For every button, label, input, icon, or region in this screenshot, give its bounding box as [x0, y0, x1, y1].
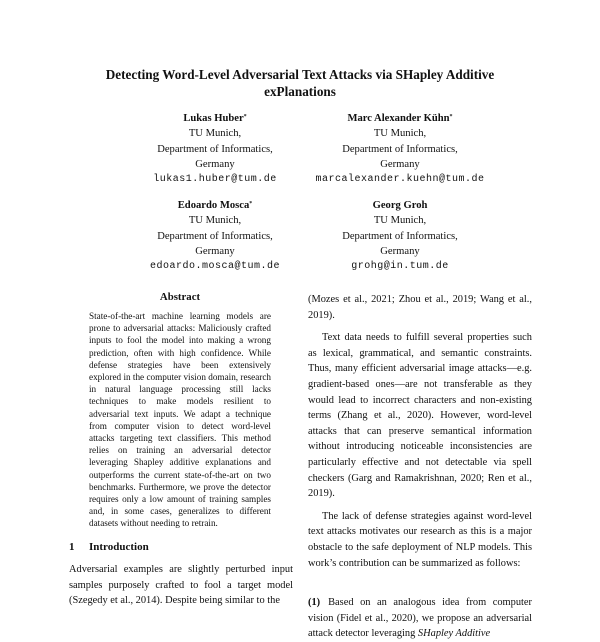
section-number: 1: [69, 541, 75, 553]
equal-contribution-mark: *: [449, 114, 453, 120]
title-line-1: Detecting Word-Level Adversarial Text Attacks via SHapley Additive: [105, 67, 495, 82]
author-department: Department of Informatics,: [157, 230, 273, 242]
author-affiliation: TU Munich,: [373, 128, 427, 140]
author-email[interactable]: edoardo.mosca@tum.de: [149, 261, 281, 273]
section-heading: [69, 541, 149, 553]
author-email[interactable]: lukas1.huber@tum.de: [153, 174, 277, 186]
author-affiliation: TU Munich,: [188, 128, 242, 140]
author-affiliation: TU Munich,: [373, 215, 427, 227]
author-name: Marc Alexander Kühn*: [347, 113, 453, 124]
contribution-label: (1): [308, 597, 321, 609]
author-name: Lukas Huber*: [183, 113, 247, 124]
right-column: [308, 292, 532, 642]
author-block: [300, 198, 500, 274]
paragraph: The lack of defense strategies against word-level text attacks motivates our research as this is a major obstacle to the safe deployment of NLP models. This work’s contribution can be summarized as follows:: [308, 510, 532, 569]
section-title: Introduction: [89, 541, 149, 553]
author-country: Germany: [380, 245, 420, 257]
author-name: Georg Groh: [372, 200, 428, 211]
contribution-item: [308, 595, 532, 642]
author-country: Germany: [195, 245, 235, 257]
abstract-heading: Abstract: [159, 291, 201, 303]
paragraph-continuation: (Mozes et al., 2021; Zhou et al., 2019; Wang et al., 2019).: [308, 294, 532, 321]
paragraph: Text data needs to fulfill several properties such as lexical, grammatical, and semantic constraints. Thus, many efficient adversarial image attacks—e.g. gradient-based ones—are not transferable as they would lead to incorrect characters and non-existing terms (Zhang et al., 2020). However, word-level attacks that can preserve semantical information without introducing noticeable inconsistencies are particularly effective and not detectable via spell checkers (Garg and Ramakrishnan, 2020; Ren et al., 2019).: [308, 332, 532, 500]
author-block: [115, 111, 315, 187]
equal-contribution-mark: *: [249, 201, 253, 207]
author-country: Germany: [380, 158, 420, 170]
contribution-text: Based on an analogous idea from computer vision (Fidel et al., 2020), we propose an adversarial attack detector leveraging: [308, 597, 532, 640]
author-name: Edoardo Mosca*: [177, 200, 253, 211]
contribution-italic: SHapley Additive: [417, 628, 491, 640]
author-department: Department of Informatics,: [342, 230, 458, 242]
author-email[interactable]: marcalexander.kuehn@tum.de: [315, 174, 485, 186]
author-country: Germany: [195, 158, 235, 170]
paper-title: [60, 66, 540, 100]
author-block: [115, 198, 315, 274]
title-line-2: exPlanations: [264, 84, 336, 99]
abstract-text: State-of-the-art machine learning models are prone to adversarial attacks: Maliciously crafted inputs to fool the model into making a wrong prediction, often with high confidence. While defense strategies have been extensively explored in the computer vision domain, research in natural language processing still lacks techniques to make models resilient to adversarial text inputs. We adapt a technique from computer vision to detect word-level attacks targeting text classifiers. This method relies on training an adversarial detector leveraging Shapley additive explanations and outperforms the current state-of-the-art on two benchmarks. Furthermore, we prove the detector requires only a low amount of training samples and, in some cases, generalizes to different datasets without needing to retrain.: [89, 311, 271, 529]
introduction-text: Adversarial examples are slightly perturbed input samples purposely crafted to fool a target model (Szegedy et al., 2014). Despite being similar to the: [69, 564, 293, 606]
author-department: Department of Informatics,: [157, 143, 273, 155]
author-email[interactable]: grohg@in.tum.de: [351, 261, 449, 273]
author-department: Department of Informatics,: [342, 143, 458, 155]
equal-contribution-mark: *: [243, 114, 247, 120]
author-affiliation: TU Munich,: [188, 215, 242, 227]
author-block: [300, 111, 500, 187]
